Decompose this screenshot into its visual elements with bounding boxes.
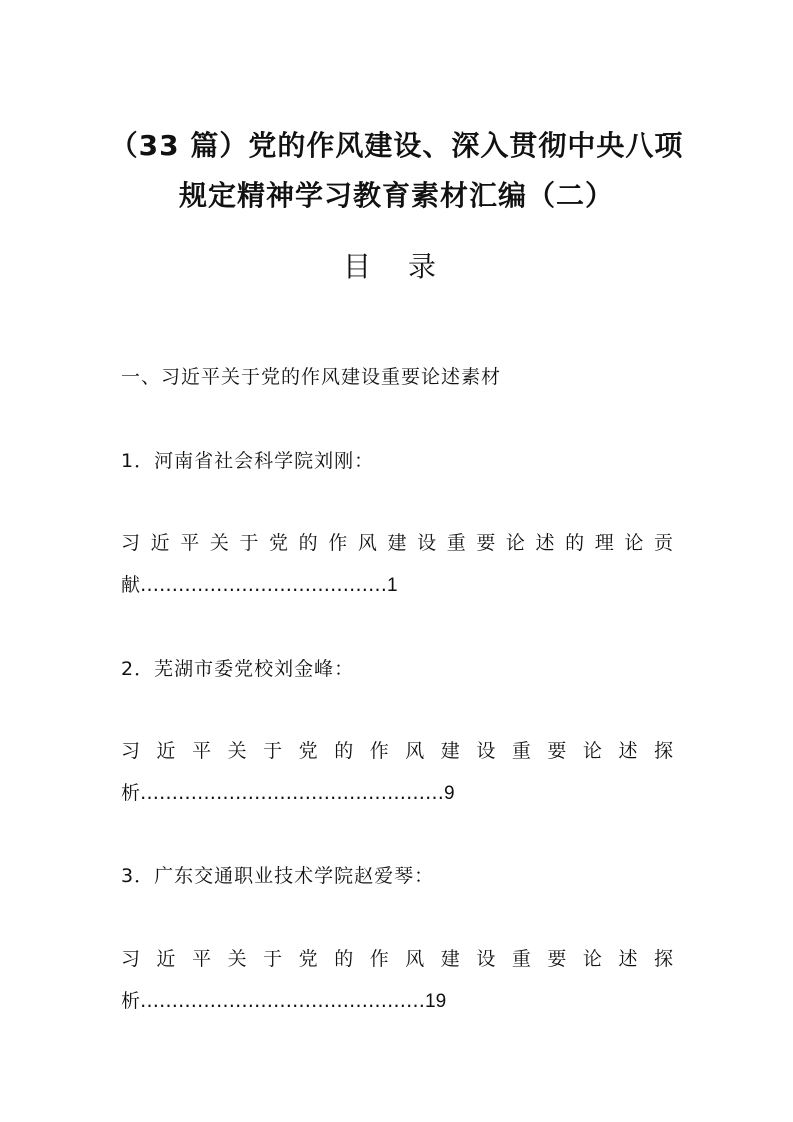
toc-entry-2-title[interactable] xyxy=(121,738,673,764)
toc-entry-1-title-char: 重 xyxy=(446,532,466,554)
toc-entry-1-title-char: 关 xyxy=(209,532,229,554)
toc-entry-2-leader[interactable] xyxy=(121,780,455,807)
toc-entry-3-title-char: 于 xyxy=(263,948,283,970)
toc-entry-3-title[interactable] xyxy=(121,946,673,972)
toc-heading: 目 录 xyxy=(343,250,450,283)
toc-entry-2-title-char: 关 xyxy=(227,740,247,762)
toc-entry-2-author: 2．芜湖市委党校刘金峰： xyxy=(121,658,355,680)
toc-entry-2-dots: ………………………………………… xyxy=(140,782,445,804)
toc-entry-2-title-char: 作 xyxy=(369,740,389,762)
toc-entry-1-title-char: 习 xyxy=(121,532,141,554)
toc-entry-1-author: 1．河南省社会科学院刘刚： xyxy=(121,450,375,472)
toc-entry-3-page: 19 xyxy=(425,991,447,1012)
toc-entry-2-title-char: 探 xyxy=(653,740,673,762)
document-title-line-2: 规定精神学习教育素材汇编（二） xyxy=(178,179,614,212)
toc-entry-2-title-char: 平 xyxy=(192,740,212,762)
toc-entry-3-title-char: 风 xyxy=(405,948,425,970)
toc-entry-2-title-char: 要 xyxy=(547,740,567,762)
toc-entry-1-dots: ………………………………… xyxy=(140,574,388,596)
toc-entry-3-leader[interactable] xyxy=(121,988,446,1015)
toc-section-1: 一、习近平关于党的作风建设重要论述素材 xyxy=(121,366,502,388)
toc-entry-1-title-char: 论 xyxy=(505,532,525,554)
toc-entry-2-title-char: 述 xyxy=(618,740,638,762)
toc-entry-1-leader[interactable] xyxy=(121,572,398,599)
toc-entry-3-title-char: 论 xyxy=(582,948,602,970)
toc-entry-1-title-char: 要 xyxy=(476,532,496,554)
toc-entry-2-title-char: 重 xyxy=(511,740,531,762)
toc-entry-2-title-char: 建 xyxy=(440,740,460,762)
toc-entry-1-title-char: 理 xyxy=(594,532,614,554)
toc-entry-1-title-char: 建 xyxy=(387,532,407,554)
toc-entry-1-title-char: 述 xyxy=(535,532,555,554)
toc-entry-2-title-char: 风 xyxy=(405,740,425,762)
toc-entry-1-title-char: 近 xyxy=(150,532,170,554)
toc-entry-1-title-char: 设 xyxy=(417,532,437,554)
toc-entry-2-title-char: 近 xyxy=(156,740,176,762)
toc-entry-3-title-char: 的 xyxy=(334,948,354,970)
toc-entry-3-title-char: 述 xyxy=(618,948,638,970)
toc-entry-1-title-end: 献 xyxy=(121,574,141,596)
toc-entry-3-title-char: 要 xyxy=(547,948,567,970)
toc-entry-1-title-char: 的 xyxy=(565,532,585,554)
toc-entry-3-title-char: 关 xyxy=(227,948,247,970)
toc-entry-3-title-char: 重 xyxy=(511,948,531,970)
toc-entry-3-title-char: 作 xyxy=(369,948,389,970)
toc-entry-3-title-char: 平 xyxy=(192,948,212,970)
toc-entry-1-title-char: 平 xyxy=(180,532,200,554)
toc-entry-1-page: 1 xyxy=(387,575,398,596)
toc-entry-3-dots: ……………………………………… xyxy=(140,990,426,1012)
toc-entry-2-title-char: 于 xyxy=(263,740,283,762)
toc-entry-3-title-end: 析 xyxy=(121,990,141,1012)
toc-entry-1-title-char: 作 xyxy=(328,532,348,554)
toc-entry-1-title-char: 贡 xyxy=(653,532,673,554)
toc-entry-1-title-char: 风 xyxy=(357,532,377,554)
toc-entry-2-title-end: 析 xyxy=(121,782,141,804)
toc-entry-1-title-char: 党 xyxy=(269,532,289,554)
toc-entry-3-title-char: 党 xyxy=(298,948,318,970)
toc-entry-2-page: 9 xyxy=(444,783,455,804)
toc-entry-1-title-char: 论 xyxy=(624,532,644,554)
toc-entry-3-title-char: 探 xyxy=(653,948,673,970)
toc-entry-3-title-char: 近 xyxy=(156,948,176,970)
toc-entry-1-title[interactable] xyxy=(121,530,673,556)
toc-entry-2-title-char: 党 xyxy=(298,740,318,762)
toc-entry-2-title-char: 的 xyxy=(334,740,354,762)
toc-entry-1-title-char: 于 xyxy=(239,532,259,554)
toc-entry-2-title-char: 设 xyxy=(476,740,496,762)
toc-entry-1-title-char: 的 xyxy=(298,532,318,554)
toc-entry-2-title-char: 论 xyxy=(582,740,602,762)
toc-entry-3-title-char: 习 xyxy=(121,948,141,970)
toc-entry-2-title-char: 习 xyxy=(121,740,141,762)
toc-entry-3-title-char: 建 xyxy=(440,948,460,970)
document-title-line-1: （33 篇）党的作风建设、深入贯彻中央八项 xyxy=(109,129,684,162)
toc-entry-3-author: 3．广东交通职业技术学院赵爱琴： xyxy=(121,865,435,887)
toc-entry-3-title-char: 设 xyxy=(476,948,496,970)
